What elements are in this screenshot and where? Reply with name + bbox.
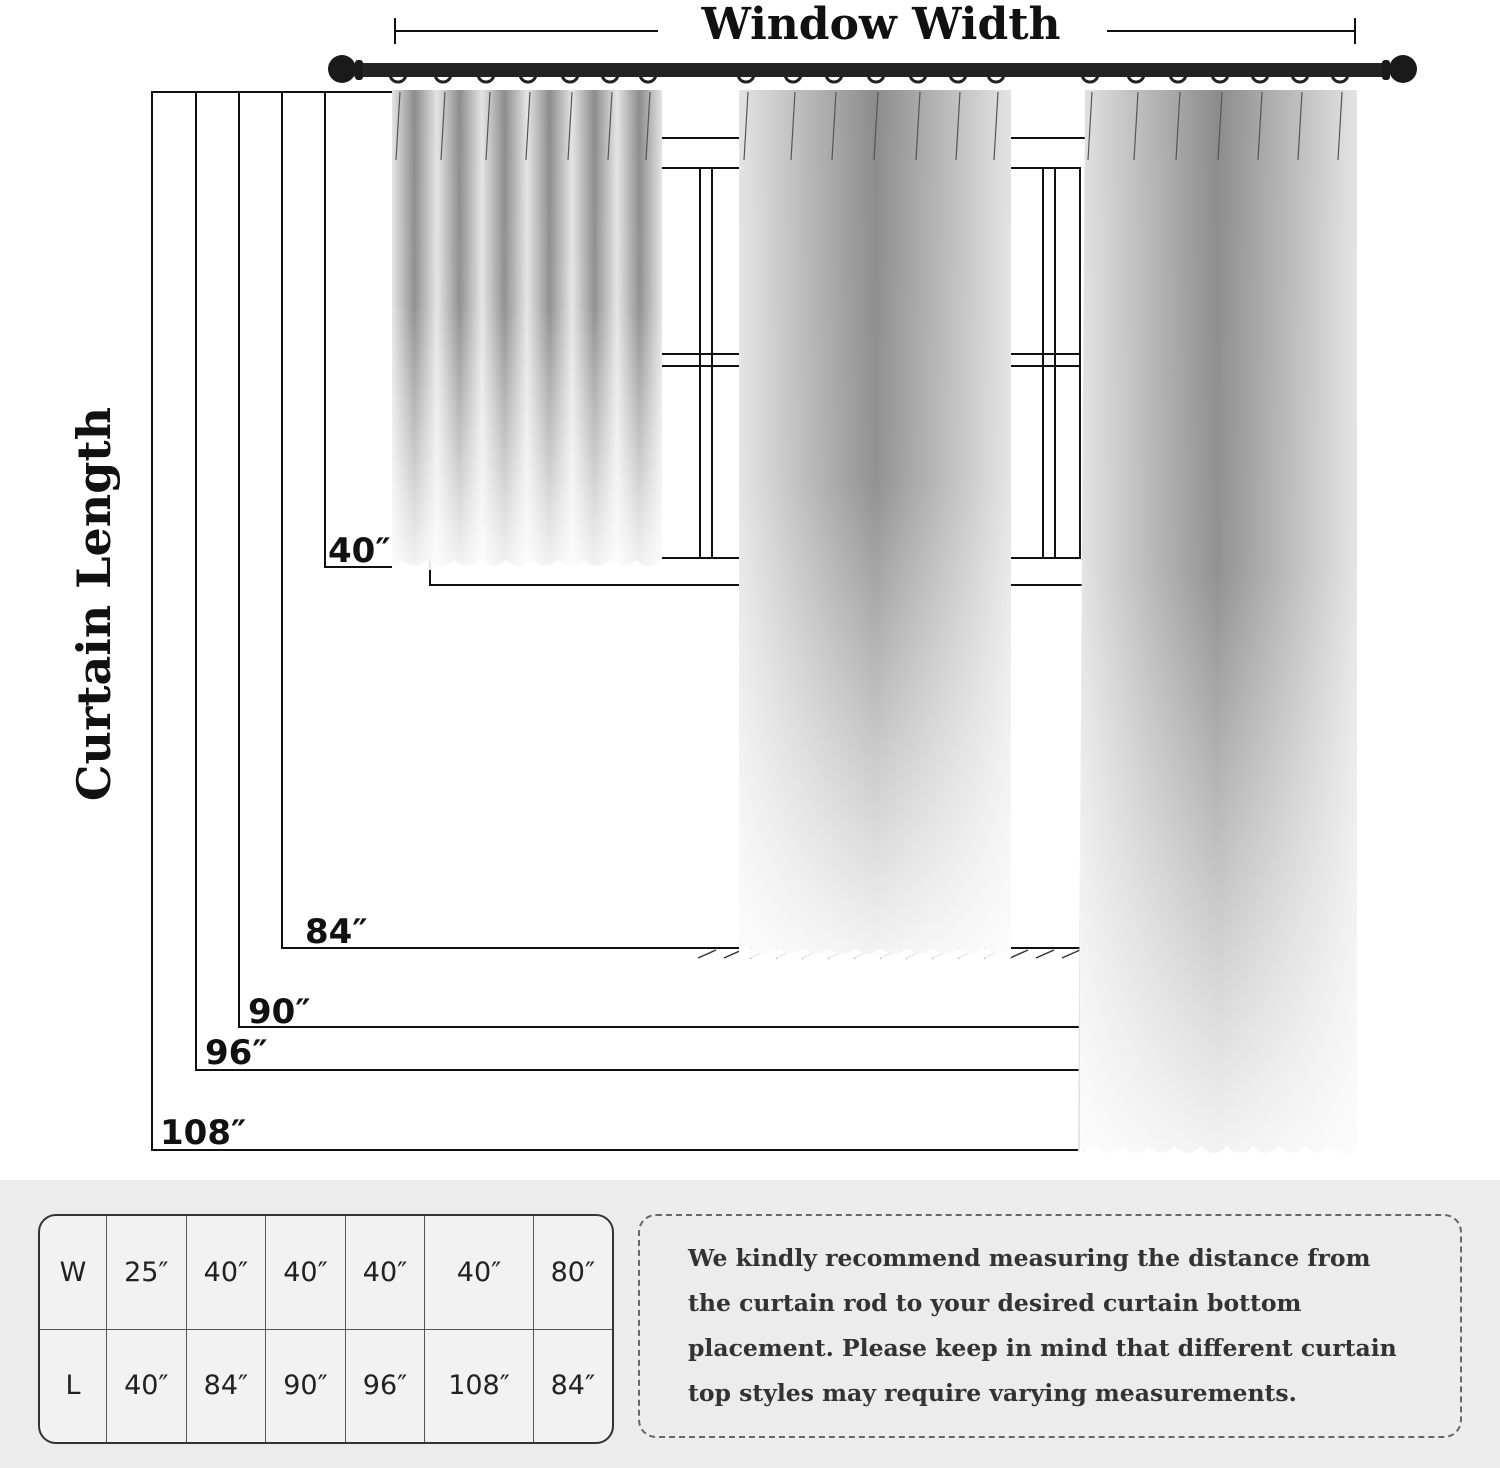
length-cell: 96″ <box>345 1329 425 1442</box>
length-cell: 84″ <box>533 1329 612 1442</box>
width-cell: 25″ <box>107 1216 187 1329</box>
length-row <box>40 1329 612 1442</box>
info-panel <box>0 1180 1500 1468</box>
measurement-note-box <box>638 1214 1462 1438</box>
length-cell: 90″ <box>266 1329 346 1442</box>
row-header-length: L <box>40 1329 107 1442</box>
rod-finial-right <box>1389 55 1417 83</box>
row-header-width: W <box>40 1216 107 1329</box>
length-label-96: 96″ <box>205 1033 268 1073</box>
measurement-note: We kindly recommend measuring the distance from the curtain rod to your desired curtain bottom placement. Please keep in mind that different curtain top styles may require varying measurements. <box>688 1244 1397 1407</box>
length-label-90: 90″ <box>248 992 311 1032</box>
width-cell: 80″ <box>533 1216 612 1329</box>
curtain-40 <box>392 90 662 570</box>
size-table <box>38 1214 614 1444</box>
curtain-108 <box>1078 90 1357 1158</box>
length-cell: 108″ <box>425 1329 533 1442</box>
width-row <box>40 1216 612 1329</box>
length-cell: 84″ <box>186 1329 266 1442</box>
width-cell: 40″ <box>425 1216 533 1329</box>
rod-finial-left <box>328 55 356 83</box>
window-width-label: Window Width <box>701 0 1061 50</box>
guide-40 <box>325 92 392 567</box>
curtain-length-label: Curtain Length <box>67 406 121 802</box>
length-label-40: 40″ <box>328 531 391 571</box>
length-label-108: 108″ <box>160 1113 247 1153</box>
length-cell: 40″ <box>107 1329 187 1442</box>
width-cell: 40″ <box>345 1216 425 1329</box>
curtain-84 <box>739 90 1011 958</box>
width-cell: 40″ <box>266 1216 346 1329</box>
width-cell: 40″ <box>186 1216 266 1329</box>
length-label-84: 84″ <box>305 912 368 952</box>
